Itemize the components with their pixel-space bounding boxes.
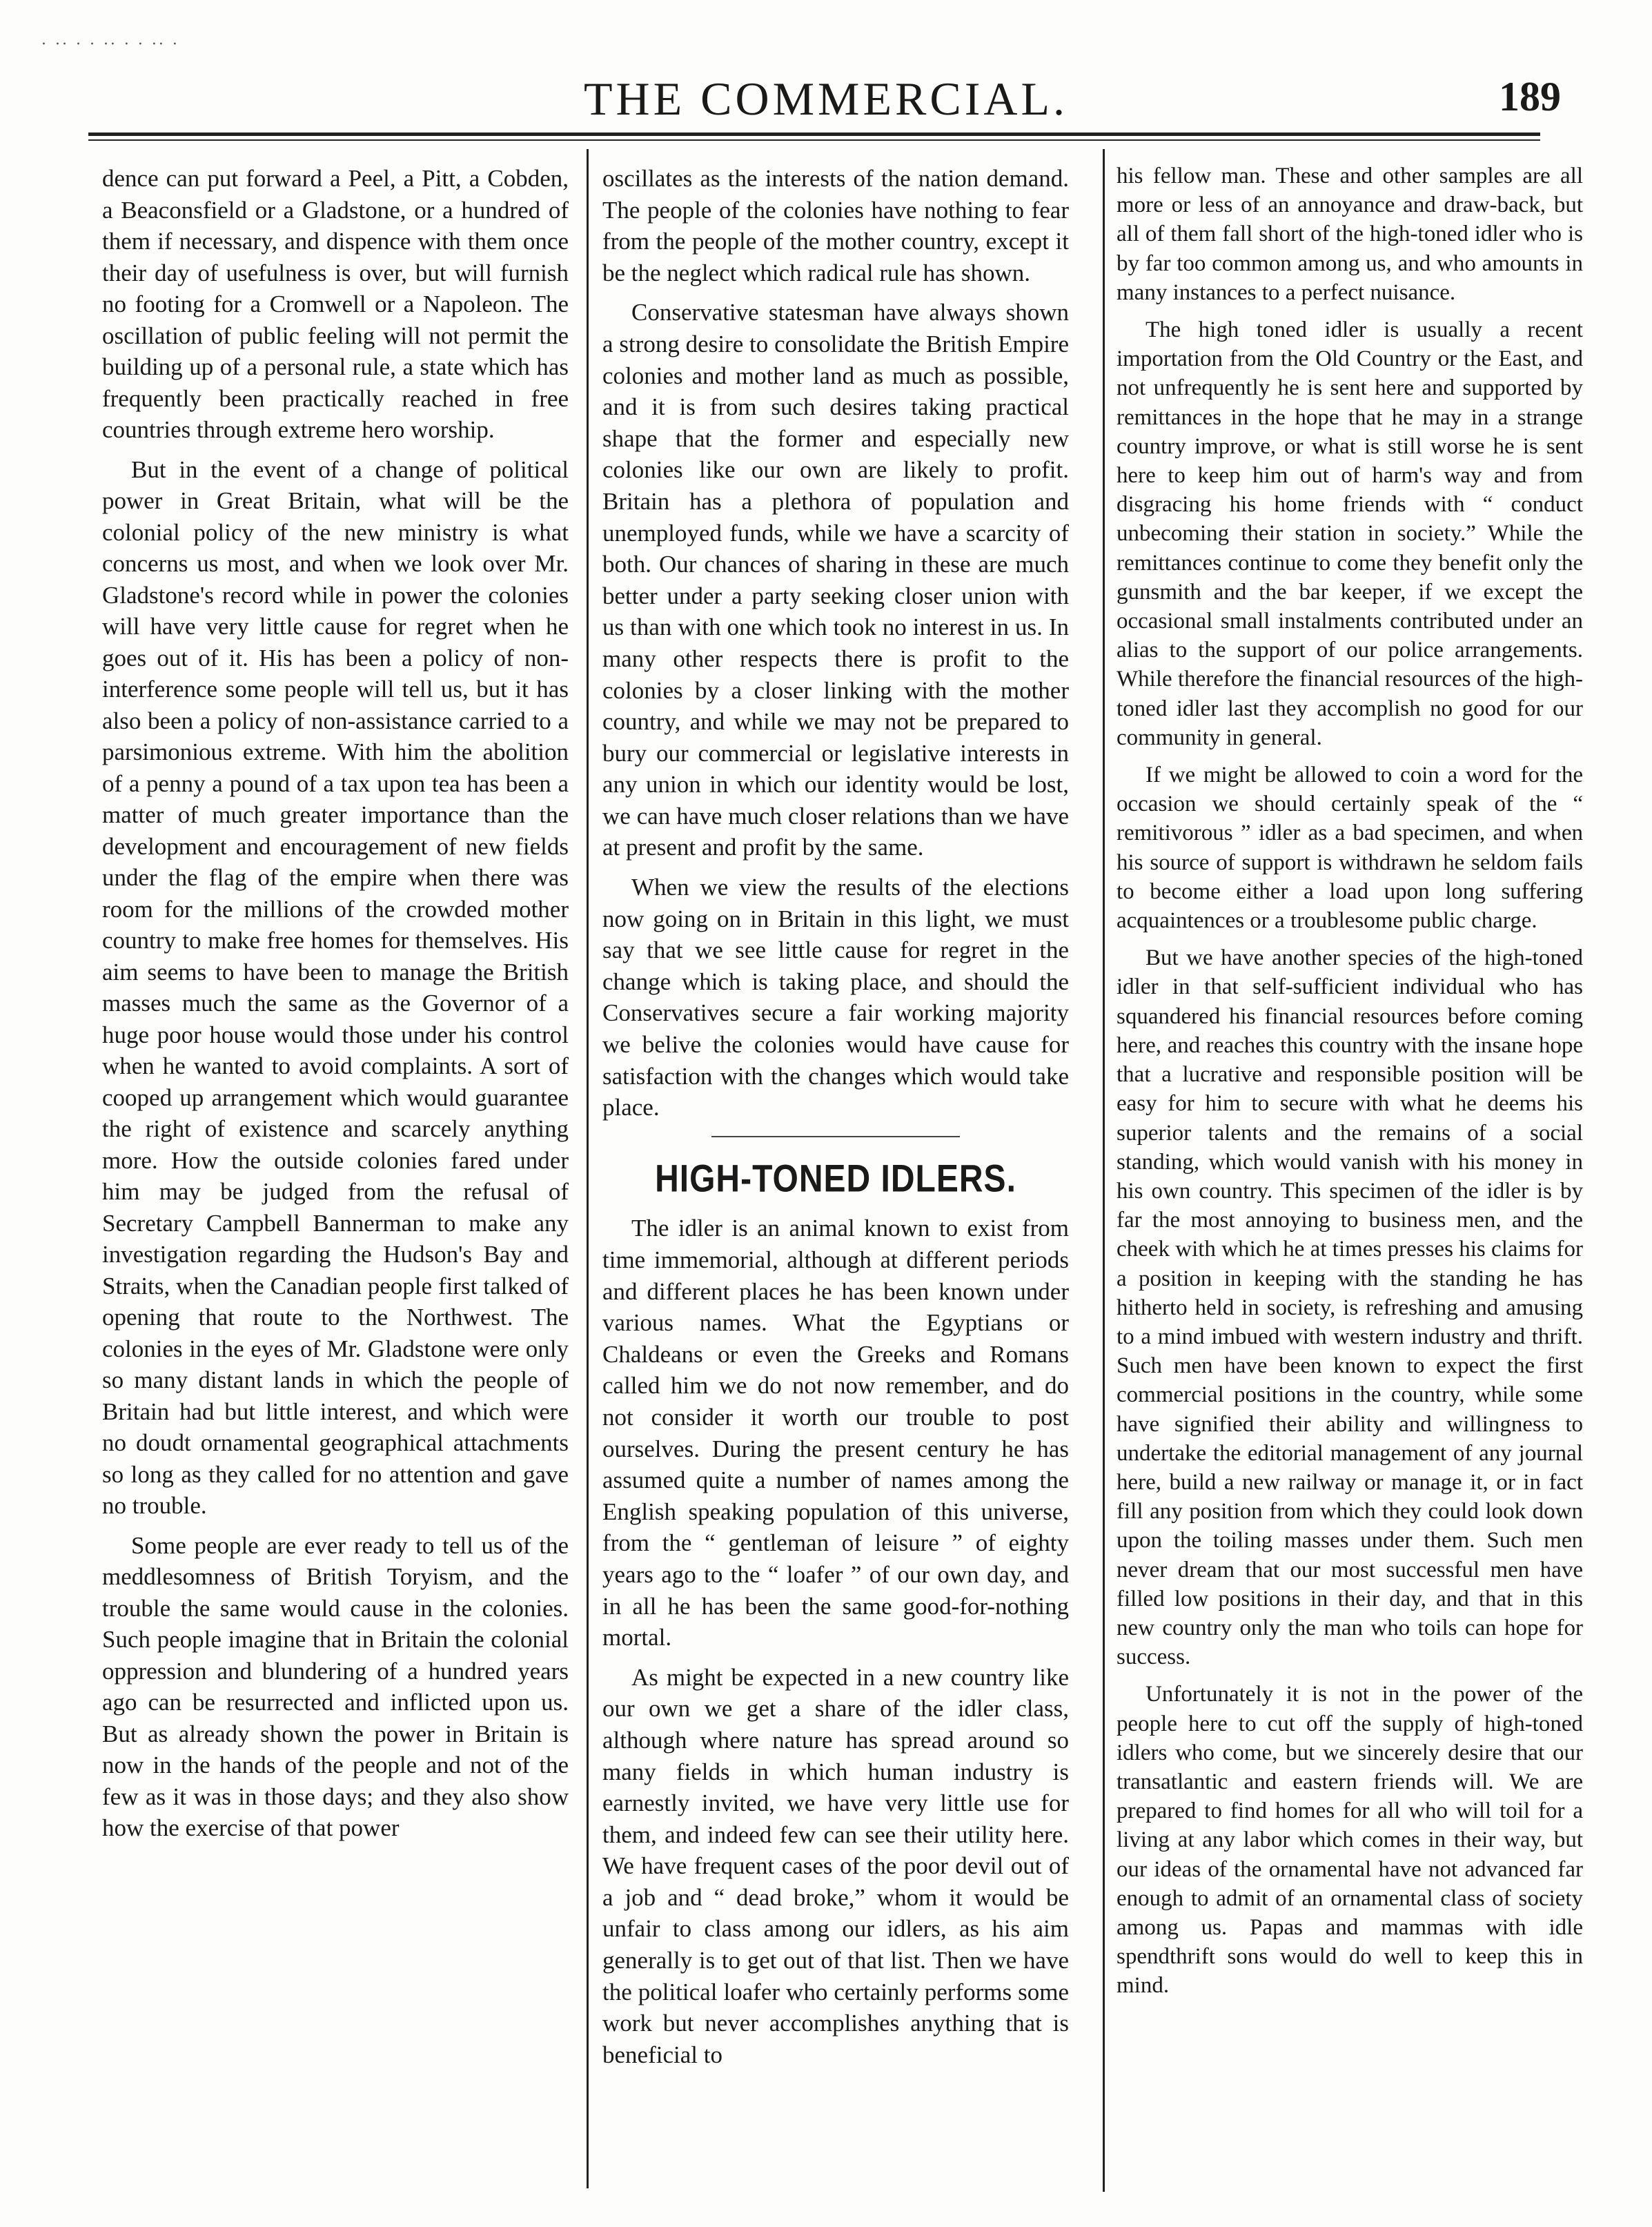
column-1 <box>102 163 569 1844</box>
article-paragraph: oscillates as the interests of the nation demand. The people of the colonies have nothing to fear from the people of the mother country, except it be the neglect which radical rule has shown. <box>602 165 1069 286</box>
article-paragraph: But we have another species of the high-toned idler in that self-sufficient individual who has squandered his financial resources before coming here, and reaches this country with the insane hope that a lucrative and responsible position will be easy for him to secure with what he deems his superior talents and the remains of a social standing, which would vanish with his money in his own country. This specimen of the idler is by far the most annoying to business men, and the cheek with which he at times presses his claims for a position in keeping with the standing he has hitherto held in society, is refreshing and amusing to a mind imbued with western industry and thrift. Such men have been known to expect the first commercial positions in the country, while some have signified their ability and willingness to undertake the editorial management of any journal here, build a new railway or manage it, or in fact fill any position from which they could look down upon the toiling masses under them. Such men never dream that our most successful men have filled low positions in their day, and that in this new country only the man who toils can hope for success. <box>1117 945 1583 1670</box>
page-number: 189 <box>1499 74 1561 119</box>
header-rule <box>88 133 1540 141</box>
article-paragraph: dence can put forward a Peel, a Pitt, a Cobden, a Beaconsfield or a Gladstone, or a hundred of them if necessary, and dispence with them once their day of usefulness is over, but will furnish no footing for a Cromwell or a Napoleon. The oscillation of public feeling will not permit the building up of a personal rule, a state which has frequently been practically reached in free countries through extreme hero worship. <box>102 165 569 443</box>
article-paragraph: The idler is an animal known to exist from time immemorial, although at different periods and different places he has been known under various names. What the Egyptians or Chaldeans or even the Greeks and Romans called him we do not now remember, and do not consider it worth our trouble to post ourselves. During the present century he has assumed quite a number of names among the English speaking population of this universe, from the “ gentleman of leisure ” of eighty years ago to the “ loafer ” of our own day, and in all he has been the same good-for-nothing mortal. <box>602 1215 1069 1651</box>
article-paragraph: Conservative statesman have always shown a strong desire to consolidate the British Empire colonies and mother land as much as possible, and it is from such desires taking practical shape that the former and especially new colonies like our own are likely to profit. Britain has a plethora of population and unemployed funds, while we have a scarcity of both. Our chances of sharing in these are much better under a party seeking closer union with us than with one which took no interest in us. In many other respects there is profit to the colonies by a closer linking with the mother country, and while we may not be prepared to bury our commercial or legislative interests in any union in which our identity would be lost, we can have much closer relations than we have at present and profit by the same. <box>602 299 1069 861</box>
article-paragraph: If we might be allowed to coin a word for the occasion we should certainly speak of the “ remitivorous ” idler as a bad specimen, and when his source of support is withdrawn he seldom fails to become either a load upon long suffering acquaintences or a troublesome public charge. <box>1117 763 1583 934</box>
column-rule-left <box>587 149 589 2188</box>
section-divider <box>711 1136 960 1137</box>
article-paragraph: Unfortunately it is not in the power of the people here to cut off the supply of high-toned idlers who come, but we sincerely desire that our transatlantic and eastern friends will. We are prepared to find homes for all who will toil for a living at any labor which comes in their way, but our ideas of the ornamental have not advanced far enough to admit of an ornamental class of society among us. Papas and mammas with idle spendthrift sons would do well to keep this in mind. <box>1117 1682 1583 1999</box>
column-2 <box>602 163 1069 2070</box>
print-specks: · ·· · · ·· · · ·· · <box>41 36 179 53</box>
article-paragraph: As might be expected in a new country like our own we get a share of the idler class, although where nature has spread around so many fields in which human industry is earnestly invited, we have very little use for them, and indeed few can see their utility here. We have frequent cases of the poor devil out of a job and “ dead broke,” whom it would be unfair to class among our idlers, as his aim generally is to get out of that list. Then we have the political loafer who certainly performs some work but never accomplishes anything that is beneficial to <box>602 1663 1069 2068</box>
column-3 <box>1117 161 1583 2001</box>
article-paragraph: The high toned idler is usually a recent importation from the Old Country or the East, and not unfrequently he is sent here and supported by remittances in the hope that he may in a strange country improve, or what is still worse he is sent here to keep him out of harm's way and from disgracing his home friends with “ conduct unbecoming their station in society.” While the remittances continue to come they benefit only the gunsmith and the bar keeper, if we except the occasional small instalments contributed under an alias to the support of our police arrangements. While therefore the financial resources of the high-toned idler last they accomplish no good for our community in general. <box>1117 317 1583 750</box>
article-paragraph: his fellow man. These and other samples are all more or less of an annoyance and draw-back, but all of them fall short of the high-toned idler who is by far too common among us, and who amounts in many instances to a perfect nuisance. <box>1117 164 1583 305</box>
page-title: THE COMMERCIAL. <box>583 72 1069 125</box>
article-paragraph: When we view the results of the elections now going on in Britain in this light, we must say that we see little cause for regret in the change which is taking place, and should the Conservatives secure a fair working majority we belive the colonies would have cause for satisfaction with the changes which would take place. <box>602 874 1069 1121</box>
column-rule-right <box>1103 149 1105 2192</box>
article-heading: HIGH-TONED IDLERS. <box>655 1157 1016 1200</box>
article-paragraph: But in the event of a change of political power in Great Britain, what will be the colonial policy of the new ministry is what concerns us most, and when we look over Mr. Gladstone's record while in power the colonies will have very little cause for regret when he goes out of it. His has been a policy of non-interference some people will tell us, but it has also been a policy of non-assistance carried to a parsimonious extreme. With him the abolition of a penny a pound of a tax upon tea has been a matter of much greater importance than the development and encouragement of new fields under the flag of the empire when there was room for the millions of the crowded mother country to make free homes for themselves. His aim seems to have been to manage the British masses much the same as the Governor of a huge poor house would those under his control when he wanted to avoid complaints. A sort of cooped up arrangement which would guarantee the right of existence and scarcely anything more. How the outside colonies fared under him may be judged from the refusal of Secretary Campbell Bannerman to make any investigation regarding the Hudson's Bay and Straits, when the Canadian people first talked of opening that route to the Northwest. The colonies in the eyes of Mr. Gladstone were only so many distant lands in which the people of Britain had but little interest, and which were no doudt ornamental geographical attachments so long as they called for no attention and gave no trouble. <box>102 455 569 1519</box>
article-paragraph: Some people are ever ready to tell us of the meddlesomness of British Toryism, and the trouble the same would cause in the colonies. Such people imagine that in Britain the colonial oppression and blundering of a hundred years ago can be resurrected and inflicted upon us. But as already shown the power in Britain is now in the hands of the people and not of the few as it was in those days; and they also show how the exercise of that power <box>102 1531 569 1841</box>
